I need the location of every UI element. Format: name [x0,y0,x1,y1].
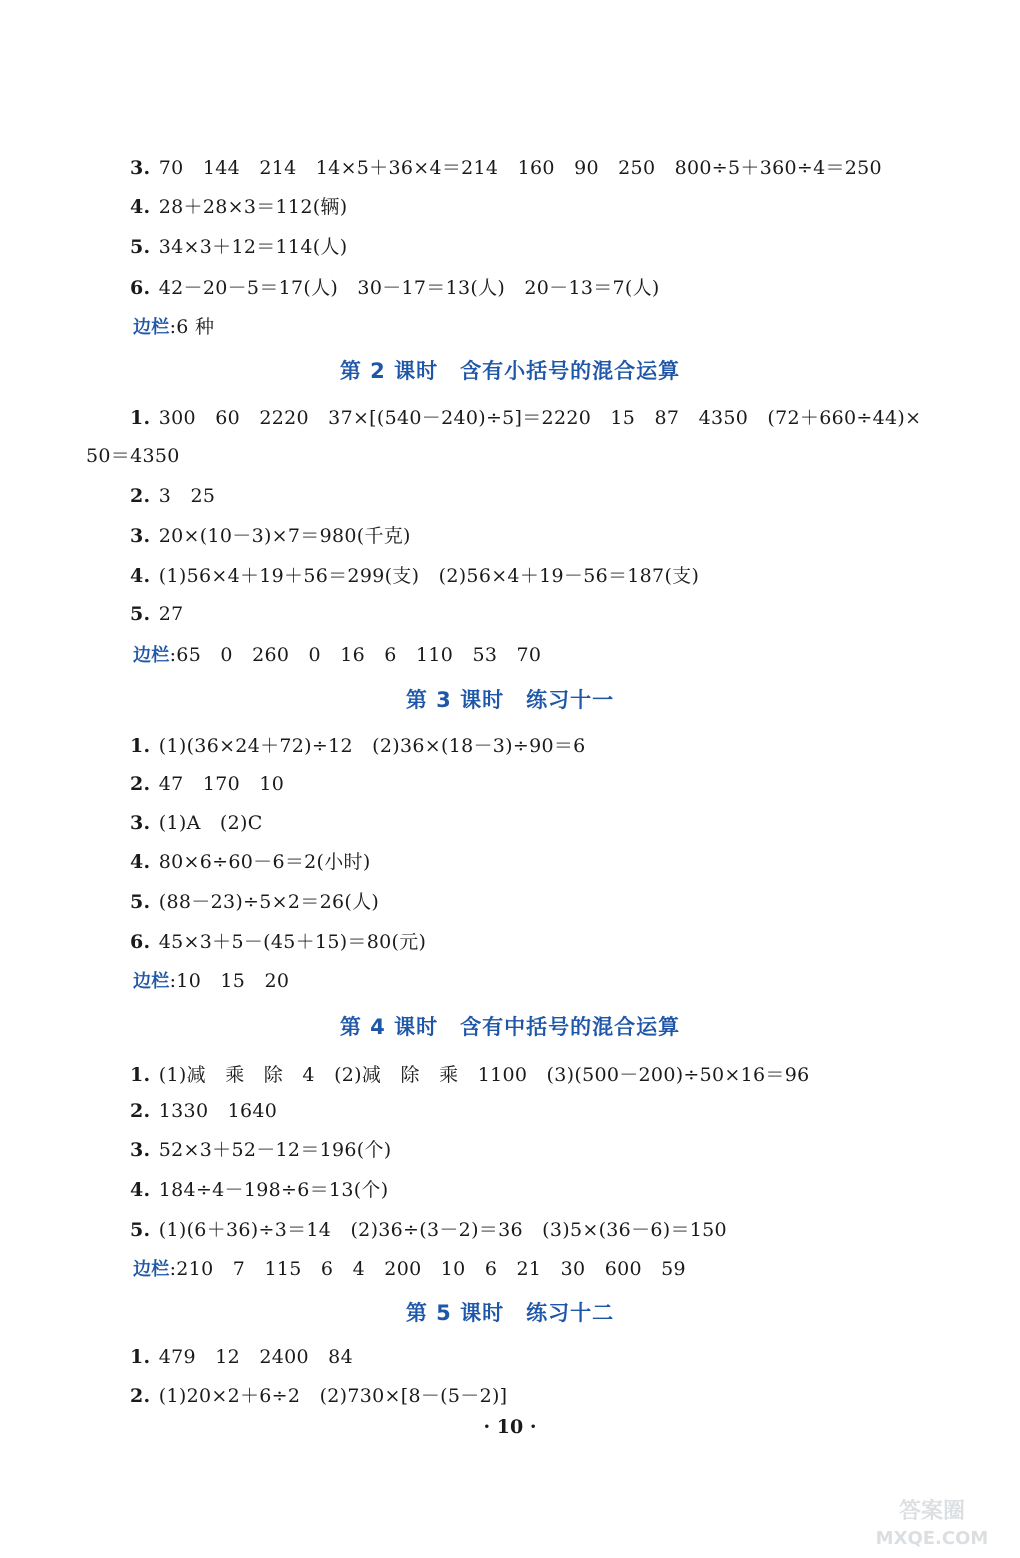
answer-text: (1)A (2)C [158,812,263,834]
answer-line [130,1062,810,1088]
section-heading: 第 2 课时 含有小括号的混合运算 [339,359,681,383]
answer-line [130,889,379,915]
answer-text: 479 12 2400 84 [158,1346,353,1368]
item-number: 5. [130,603,151,625]
answer-text: 3 25 [158,485,216,507]
item-number: 2. [130,485,151,507]
answer-text: 1330 1640 [158,1100,278,1122]
item-number: 1. [130,407,151,429]
section-heading: 第 3 课时 练习十一 [405,688,615,712]
answer-line [130,523,411,549]
answer-text: (1)减 乘 除 4 (2)减 除 乘 1100 (3)(500－200)÷50×16＝96 [158,1064,810,1086]
item-number: 4. [130,851,151,873]
item-number: 4. [130,565,151,587]
sidebar-label: 边栏 [133,971,170,992]
sidebar-answer-line [133,642,541,669]
watermark-top-text: 答案圈 [898,1499,966,1524]
item-number: 1. [130,735,151,757]
answer-line [130,155,882,181]
answer-line [130,234,347,260]
answer-line [130,1383,507,1409]
section-heading: 第 5 课时 练习十二 [405,1301,615,1325]
answer-line [130,1098,277,1124]
sidebar-label: 边栏 [133,1259,170,1280]
answer-line [130,1177,388,1203]
item-number: 4. [130,196,151,218]
sidebar-label: 边栏 [133,317,170,338]
item-number: 5. [130,236,151,258]
answer-text: 34×3＋12＝114(人) [158,236,348,258]
answer-line [130,929,426,955]
watermark-logo [862,1492,1002,1552]
answer-text: 300 60 2220 37×[(540－240)÷5]＝2220 15 87 4350 (72＋660÷44)× [158,407,922,429]
item-number: 4. [130,1179,151,1201]
item-number: 3. [130,1139,151,1161]
answer-line [130,1344,353,1370]
watermark-bottom-text: MXQE.COM [875,1528,989,1549]
sidebar-answer-line [133,1256,686,1283]
answer-text: 42－20－5＝17(人) 30－17＝13(人) 20－13＝7(人) [158,277,660,299]
item-number: 1. [130,1346,151,1368]
item-number: 3. [130,157,151,179]
sidebar-answer-text: :210 7 115 6 4 200 10 6 21 30 600 59 [169,1258,686,1280]
sidebar-answer-line [133,314,214,341]
answer-line [130,405,921,431]
item-number: 6. [130,931,151,953]
item-number: 6. [130,277,151,299]
section-heading: 第 4 课时 含有中括号的混合运算 [339,1015,681,1039]
answer-line [130,1137,392,1163]
answer-line-continued [86,443,180,469]
answer-line [130,601,184,627]
answer-line [130,733,586,759]
sidebar-answer-text: :10 15 20 [169,970,290,992]
answer-line [130,1217,727,1243]
answer-text: 27 [158,603,184,625]
answer-text: 52×3＋52－12＝196(个) [158,1139,392,1161]
answer-line [130,810,263,836]
answer-text: 80×6÷60－6＝2(小时) [158,851,371,873]
answer-line [130,194,347,220]
item-number: 5. [130,1219,151,1241]
item-number: 3. [130,525,151,547]
sidebar-answer-line [133,968,289,995]
item-number: 5. [130,891,151,913]
answer-text: (1)56×4＋19＋56＝299(支) (2)56×4＋19－56＝187(支) [158,565,700,587]
answer-text: 184÷4－198÷6＝13(个) [158,1179,389,1201]
answer-line [130,563,699,589]
answer-line [130,849,371,875]
sidebar-label: 边栏 [133,645,170,666]
answer-text: 45×3＋5－(45＋15)＝80(元) [158,931,427,953]
answer-line [130,483,215,509]
page-number: · 10 · [483,1416,537,1438]
answer-text: 47 170 10 [158,773,285,795]
item-number: 2. [130,1385,151,1407]
sidebar-answer-text: :65 0 260 0 16 6 110 53 70 [169,644,542,666]
answer-text: (1)20×2＋6÷2 (2)730×[8－(5－2)] [158,1385,508,1407]
item-number: 3. [130,812,151,834]
answer-text: (1)(36×24＋72)÷12 (2)36×(18－3)÷90＝6 [158,735,586,757]
answer-text: 70 144 214 14×5＋36×4＝214 160 90 250 800÷5＋360÷4＝250 [158,157,882,179]
item-number: 1. [130,1064,151,1086]
sidebar-answer-text: :6 种 [169,316,215,338]
answer-text: 28＋28×3＝112(辆) [158,196,348,218]
answer-line [130,275,660,301]
answer-text: (88－23)÷5×2＝26(人) [158,891,380,913]
answer-line [130,771,284,797]
answer-text: 20×(10－3)×7＝980(千克) [158,525,411,547]
answer-text: (1)(6＋36)÷3＝14 (2)36÷(3－2)＝36 (3)5×(36－6)＝150 [158,1219,727,1241]
item-number: 2. [130,1100,151,1122]
item-number: 2. [130,773,151,795]
answer-text: 50＝4350 [86,445,180,467]
